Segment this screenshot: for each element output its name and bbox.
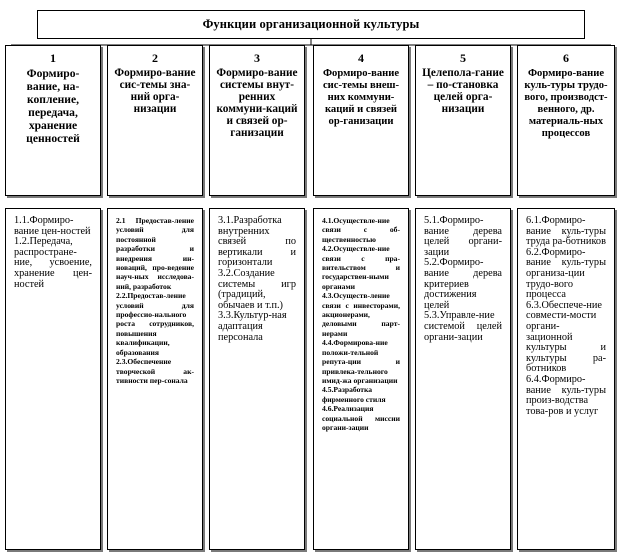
detail-item: 6.3.Обеспече-ние совмести-мости органи-зационной культуры и культуры ра-ботников (526, 299, 606, 375)
function-details-5 (415, 208, 511, 550)
detail-item: 4.1.Осуществле-ние связи с об-щественностью (322, 216, 400, 244)
detail-item: 1.2.Передача, распростране-ние, усвоение, хранение цен-ностей (14, 236, 92, 290)
function-number: 3 (254, 51, 260, 65)
detail-item: 4.4.Формирова-ние положи-тельной репута-ции и привлека-тельного имид-жа организации (322, 338, 400, 385)
function-header-3 (209, 45, 305, 196)
function-number: 1 (50, 51, 56, 65)
detail-item: 2.1 Предостав-ление условий для постоянной разработки и внедрения ин-новаций, про-ведение науч-ных исследова-ний, разработок (116, 216, 194, 291)
function-details-6 (517, 208, 615, 550)
function-header-2 (107, 45, 203, 196)
function-heading: Целепола-гание – по-становка целей орга-низации (422, 67, 504, 115)
detail-item: 2.2.Предостав-ление условий для профессио-нального роста сотрудников, повышения квалификации, образования (116, 291, 194, 357)
detail-item: 4.5.Разработка фирменного стиля (322, 385, 386, 404)
diagram-title: Функции организационной культуры (37, 10, 585, 39)
detail-item: 4.3.Осуществ-ление связи с инвесторами, акционерами, деловыми парт-нерами (322, 291, 400, 338)
function-number: 2 (152, 51, 158, 65)
detail-item: 3.3.Культур-ная адаптация персонала (218, 310, 287, 343)
function-header-5 (415, 45, 511, 196)
detail-item: 4.2.Осуществле-ние связи с пра-вительством и государствен-ными органами (322, 244, 400, 291)
detail-item: 2.3.Обеспечение творческой ак-тивности пер-сонала (116, 357, 194, 385)
detail-item: 6.4.Формиро-вание куль-туры произ-водства това-ров и услуг (526, 373, 606, 417)
detail-item: 5.3.Управле-ние системой целей органи-зации (424, 310, 502, 343)
detail-item: 5.1.Формиро-вание дерева целей органи-зации (424, 215, 502, 258)
function-header-6 (517, 45, 615, 196)
function-header-4 (313, 45, 409, 196)
detail-item: 3.1.Разработка внутренних связей по вертикали и горизонтали (218, 215, 296, 269)
function-heading: Формиро-вание системы внут-ренних коммуни-каций и связей ор-ганизации (216, 67, 298, 139)
function-details-4 (313, 208, 409, 550)
detail-item: 6.2.Формиро-вание куль-туры организа-ции трудо-вого процесса (526, 246, 606, 301)
function-details-2 (107, 208, 203, 550)
function-heading: Формиро-вание сис-темы зна-ний орга-низации (114, 67, 196, 115)
function-details-1 (5, 208, 101, 550)
detail-item: 6.1.Формиро-вание куль-туры труда ра-ботников (526, 215, 606, 248)
function-heading: Формиро-вание, на-копление, передача, хранение ценностей (26, 67, 80, 145)
detail-item: 3.2.Создание системы игр (традиций, обычаев и т.п.) (218, 267, 296, 311)
detail-item: 4.6.Реализация социальной миссии органи-зации (322, 404, 400, 432)
function-heading: Формиро-вание сис-темы внеш-них коммуни-каций и связей ор-ганизации (322, 68, 400, 127)
function-number: 4 (358, 51, 364, 65)
function-header-1 (5, 45, 101, 196)
function-number: 6 (563, 51, 569, 65)
function-details-3 (209, 208, 305, 550)
function-number: 5 (460, 51, 466, 65)
detail-item: 1.1.Формиро-вание цен-ностей (14, 215, 91, 237)
detail-item: 5.2.Формиро-вание дерева критериев достижения целей (424, 257, 502, 311)
function-heading: Формиро-вание куль-туры трудо-вого, производст-венного, др. материаль-ных процессов (524, 68, 608, 139)
